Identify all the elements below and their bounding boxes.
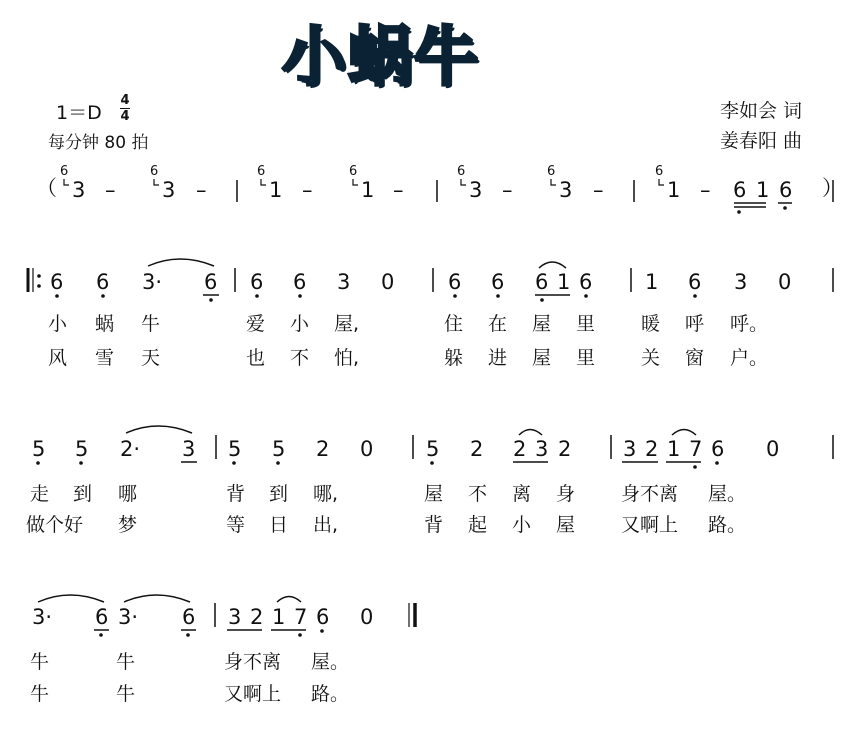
lyric: 风 (48, 347, 68, 369)
note: 6 (535, 270, 549, 294)
note: 7 (689, 437, 703, 461)
note: 6 (50, 270, 64, 294)
lyric: 做个好 (26, 514, 84, 536)
note: 2 (250, 605, 264, 629)
lyric: 屋 (556, 514, 576, 536)
svg-text:6: 6 (655, 164, 664, 179)
lyric: 哪, (313, 483, 339, 505)
lyric: 在 (488, 313, 508, 335)
low-dot (186, 633, 190, 637)
note: 3· (32, 605, 53, 629)
note: 5 (75, 437, 89, 461)
low-dot (232, 461, 236, 465)
lyric: 小 (512, 514, 532, 536)
lyric: 屋 (532, 313, 552, 335)
lyric: 牛 (30, 683, 50, 705)
svg-text:6: 6 (150, 164, 159, 179)
svg-text:6: 6 (457, 164, 466, 179)
low-dot (55, 294, 59, 298)
low-dot (209, 298, 213, 302)
low-dot (298, 633, 302, 637)
note: 0 (360, 437, 374, 461)
lyric: 走 (30, 483, 50, 505)
lyric: 小 (290, 313, 310, 335)
note-dash: – (105, 178, 116, 202)
time-bottom: 4 (120, 109, 130, 124)
note-dash: – (393, 178, 404, 202)
time-top: 4 (120, 93, 130, 108)
note: 2 (470, 437, 484, 461)
low-dot (783, 206, 787, 210)
repeat-start (28, 268, 41, 292)
intro-close-paren: ） (822, 176, 843, 200)
lyric: 路。 (708, 514, 747, 536)
lyric: 怕, (334, 347, 360, 369)
lyric: 离 (512, 483, 532, 505)
lyric: 不 (290, 347, 310, 369)
note: 3 (623, 437, 637, 461)
final-barline (409, 603, 415, 627)
low-dot (496, 294, 500, 298)
low-dot (430, 461, 434, 465)
lyric: 雪 (95, 347, 115, 369)
note: 3 (228, 605, 242, 629)
key-text: 1＝D (56, 102, 102, 124)
note: 1 (667, 178, 681, 202)
note: 6 (448, 270, 462, 294)
note: 2 (316, 437, 330, 461)
lyric: 屋。 (311, 651, 350, 673)
low-dot (693, 294, 697, 298)
note: 6 (250, 270, 264, 294)
lyric: 里 (576, 313, 596, 335)
note: 3 (469, 178, 483, 202)
note: 0 (778, 270, 792, 294)
low-dot (737, 210, 741, 214)
lyric: 哪 (118, 483, 138, 505)
lyric: 住 (444, 313, 464, 335)
lyric: 牛 (141, 313, 161, 335)
lyric: 进 (488, 347, 508, 369)
note: 3 (337, 270, 351, 294)
tie-arc (124, 595, 190, 602)
note: 5 (32, 437, 46, 461)
lyric: 躲 (444, 347, 464, 369)
lyric: 身 (556, 483, 576, 505)
lyric: 路。 (311, 683, 350, 705)
note: 2 (645, 437, 659, 461)
tie-arc (126, 426, 192, 433)
note-dash: – (593, 178, 604, 202)
note: 1 (361, 178, 375, 202)
note: 3 (162, 178, 176, 202)
note-dash: – (502, 178, 513, 202)
lyric: 小 (48, 313, 68, 335)
note: 5 (426, 437, 440, 461)
note: 3· (118, 605, 139, 629)
grace-note (349, 164, 358, 185)
svg-text:6: 6 (60, 164, 69, 179)
note: 0 (381, 270, 395, 294)
note: 6 (579, 270, 593, 294)
low-dot (79, 461, 83, 465)
lyric: 呼。 (730, 313, 769, 335)
grace-note (150, 164, 159, 185)
lyric: 到 (269, 483, 289, 505)
note: 3· (142, 270, 163, 294)
note: 0 (360, 605, 374, 629)
low-dot (715, 461, 719, 465)
low-dot (584, 294, 588, 298)
low-dot (540, 298, 544, 302)
svg-text:6: 6 (349, 164, 358, 179)
low-dot (36, 461, 40, 465)
lyric: 又啊上 (621, 514, 679, 536)
lyric: 屋 (424, 483, 444, 505)
slur-arc (672, 430, 696, 436)
song-title: 小蜗牛 (282, 21, 480, 95)
low-dot (255, 294, 259, 298)
grace-note (457, 164, 466, 185)
note: 1 (645, 270, 659, 294)
note: 2 (513, 437, 527, 461)
note: 6 (95, 605, 109, 629)
grace-note (60, 164, 69, 185)
lyric: 日 (269, 514, 289, 536)
lyric: 呼 (685, 313, 705, 335)
note: 3 (182, 437, 196, 461)
note-dash: – (302, 178, 313, 202)
note: 2· (120, 437, 141, 461)
note: 3 (734, 270, 748, 294)
note: 3 (72, 178, 86, 202)
composer-credit: 姜春阳 曲 (720, 130, 803, 152)
tempo-text: 每分钟 80 拍 (48, 133, 149, 153)
lyric: 屋。 (708, 483, 747, 505)
lyric: 到 (73, 483, 93, 505)
low-dot (276, 461, 280, 465)
lyric: 窗 (685, 347, 705, 369)
lyric: 里 (576, 347, 596, 369)
note: 1 (756, 178, 770, 202)
note: 1 (557, 270, 571, 294)
lyric: 身不离 (621, 483, 679, 505)
note: 6 (293, 270, 307, 294)
lyric: 背 (226, 483, 246, 505)
slur-arc (539, 262, 566, 268)
note: 6 (688, 270, 702, 294)
intro-open-paren: （ (36, 176, 57, 200)
lyric: 梦 (118, 514, 138, 536)
svg-text:6: 6 (547, 164, 556, 179)
low-dot (320, 629, 324, 633)
lyric: 屋 (532, 347, 552, 369)
note: 7 (294, 605, 308, 629)
note-dash: – (196, 178, 207, 202)
note: 6 (204, 270, 218, 294)
lyric: 牛 (30, 651, 50, 673)
grace-note (655, 164, 664, 185)
lyric: 屋, (334, 313, 360, 335)
note: 5 (272, 437, 286, 461)
note: 6 (316, 605, 330, 629)
note: 6 (491, 270, 505, 294)
note-dash: – (700, 178, 711, 202)
slur-arc (277, 597, 301, 603)
low-dot (99, 633, 103, 637)
tie-arc (148, 259, 214, 266)
note: 6 (711, 437, 725, 461)
tie-arc (38, 595, 104, 602)
slur-arc (519, 430, 542, 436)
lyric: 暖 (641, 313, 661, 335)
note: 3 (559, 178, 573, 202)
lyric: 等 (226, 514, 246, 536)
low-dot (101, 294, 105, 298)
note: 6 (733, 178, 747, 202)
lyric: 又啊上 (224, 683, 282, 705)
note: 1 (667, 437, 681, 461)
note: 3 (535, 437, 549, 461)
lyric: 背 (424, 514, 444, 536)
lyric: 关 (641, 347, 661, 369)
note: 6 (779, 178, 793, 202)
lyricist-credit: 李如会 词 (720, 100, 803, 122)
lyric: 不 (468, 483, 488, 505)
low-dot (693, 465, 697, 469)
lyric: 也 (246, 347, 266, 369)
low-dot (453, 294, 457, 298)
lyric: 天 (141, 347, 161, 369)
lyric: 爱 (246, 313, 266, 335)
note: 2 (558, 437, 572, 461)
lyric: 起 (468, 514, 488, 536)
lyric: 蜗 (95, 313, 115, 335)
note: 6 (182, 605, 196, 629)
note: 1 (269, 178, 283, 202)
lyric: 户。 (730, 347, 769, 369)
grace-note (257, 164, 266, 185)
note: 1 (272, 605, 286, 629)
grace-note (547, 164, 556, 185)
lyric: 出, (313, 514, 339, 536)
lyric: 牛 (116, 651, 136, 673)
svg-text:6: 6 (257, 164, 266, 179)
lyric: 牛 (116, 683, 136, 705)
note: 5 (228, 437, 242, 461)
lyric: 身不离 (224, 651, 282, 673)
note: 6 (96, 270, 110, 294)
note: 0 (766, 437, 780, 461)
low-dot (298, 294, 302, 298)
